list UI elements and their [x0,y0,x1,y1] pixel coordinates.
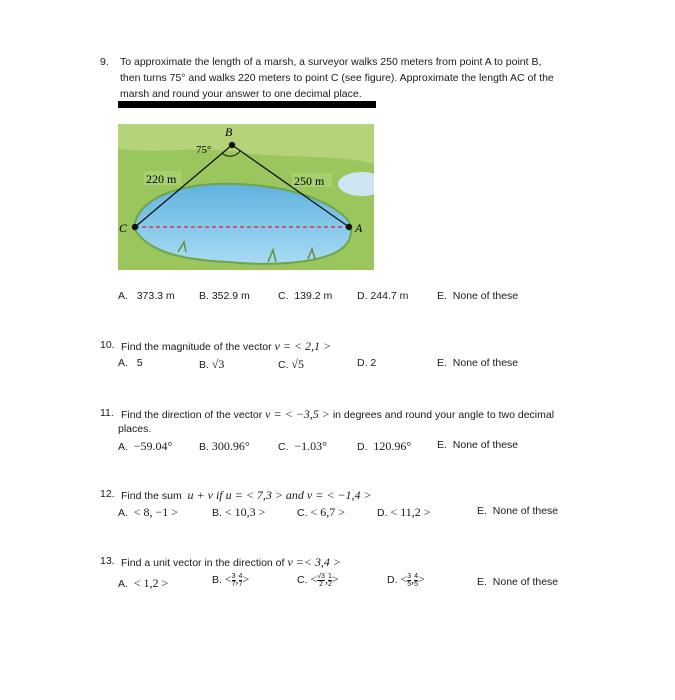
label-220: 220 m [146,172,177,186]
label-250: 250 m [294,174,325,188]
q13-choice-b[interactable]: B. < $\frac{3}{7}$ , $\frac{4}{7}$ > [212,572,250,588]
q11-prompt-line2: places. [118,423,152,435]
q11-prompt: Find the direction of the vector v = < −3,5 > in degrees and round your angle to two decimal [121,407,555,421]
q12-choice-d[interactable]: D. < 11,2 > [377,505,431,519]
point-b [229,142,235,148]
point-a [346,224,352,230]
q11-choice-c[interactable]: C. −1.03° [278,439,327,453]
q9-number: 9. [100,56,109,68]
q12-prompt: Find the sum u + v if u = < 7,3 > and v = < −1,4 > [121,488,372,502]
q11-choice-a[interactable]: A. −59.04° [118,439,173,453]
q13-choice-a[interactable]: A. < 1,2 > [118,576,169,590]
q10-vector: v = < 2,1 > [274,339,332,353]
q13-choice-e[interactable]: E. None of these [477,576,559,588]
q11-choice-d[interactable]: D. 120.96° [357,439,412,453]
label-angle: 75° [196,144,212,156]
q10-choice-b[interactable]: B. √3 [199,357,225,371]
q11-choice-e[interactable]: E. None of these [437,439,519,451]
q9-choice-e[interactable]: E. None of these [437,290,519,302]
q10-choice-a[interactable]: A. 5 [118,357,143,369]
q9-text-line3: marsh and round your answer to one decimal place. [120,88,362,100]
marsh-figure [118,124,374,270]
q12-number: 12. [100,488,115,500]
label-b: B [225,125,233,139]
q9-choice-a[interactable]: A. 373.3 m [118,290,175,302]
q13-choice-d[interactable]: D. < $\frac{3}{5}$ , $\frac{4}{5}$ > [387,572,425,588]
q13-vector: v =< 3,4 > [287,555,341,569]
q13-number: 13. [100,555,115,567]
q11-choice-b[interactable]: B. 300.96° [199,439,250,453]
q13-prompt: Find a unit vector in the direction of v =< 3,4 > [121,555,341,569]
q12-choice-a[interactable]: A. < 8, −1 > [118,505,179,519]
q9-text-line2: then turns 75° and walks 220 meters to point C (see figure). Approximate the length AC of the [120,72,554,84]
q11-number: 11. [100,407,114,419]
label-c: C [119,221,128,235]
q10-choice-d[interactable]: D. 2 [357,357,377,369]
q9-choice-c[interactable]: C. 139.2 m [278,290,333,302]
q12-choice-e[interactable]: E. None of these [477,505,559,517]
q9-choice-b[interactable]: B. 352.9 m [199,290,250,302]
q9-text-line1: To approximate the length of a marsh, a surveyor walks 250 meters from point A to point B, [120,56,542,68]
label-a: A [355,221,363,235]
q10-prompt: Find the magnitude of the vector v = < 2,1 > [121,339,332,353]
q10-number: 10. [100,339,115,351]
q10-choice-c[interactable]: C. √5 [278,357,305,371]
q12-choice-b[interactable]: B. < 10,3 > [212,505,266,519]
q12-choice-c[interactable]: C. < 6,7 > [297,505,345,519]
q9-choice-d[interactable]: D. 244.7 m [357,290,409,302]
redaction-bar [118,101,376,108]
q10-choice-e[interactable]: E. None of these [437,357,519,369]
q11-vector: v = < −3,5 > [265,407,330,421]
q13-choice-c[interactable]: C. < $\frac{√3}{2}$ , $\frac{1}{2}$ > [297,572,339,588]
point-c [132,224,138,230]
q12-expression: u + v if u = < 7,3 > and v = < −1,4 > [187,488,372,502]
